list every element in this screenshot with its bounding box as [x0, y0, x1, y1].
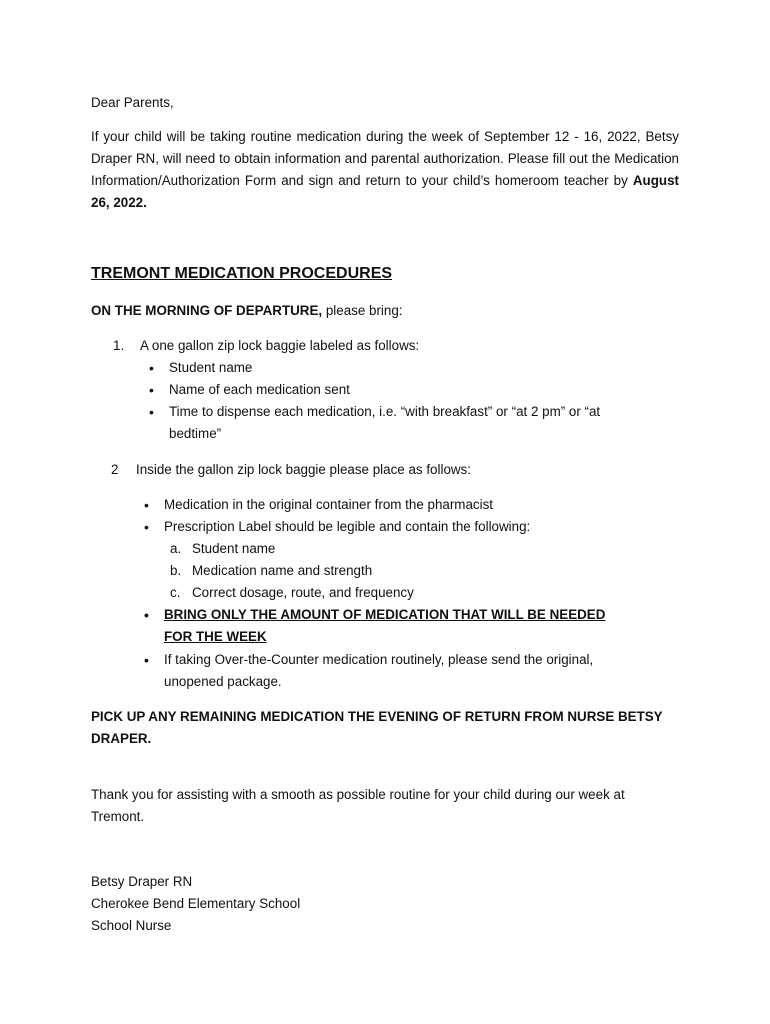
sub-text-a: Student name: [192, 541, 276, 556]
pickup-notice: PICK UP ANY REMAINING MEDICATION THE EVENING OF RETURN FROM NURSE BETSY: [91, 709, 663, 724]
otc-instruction-cont: unopened package.: [164, 674, 282, 689]
sub-letter-c: c.: [170, 585, 181, 600]
thanks-text-cont: Tremont.: [91, 809, 145, 824]
morning-rest: please bring:: [322, 303, 403, 318]
procedures-heading: TREMONT MEDICATION PROCEDURES: [91, 265, 393, 282]
item1-bullet-1: • Student name: [169, 360, 252, 375]
greeting: Dear Parents,: [91, 95, 174, 110]
item2-bullet-1: • Medication in the original container from the pharmacist: [164, 497, 493, 512]
otc-instruction: • If taking Over-the-Counter medication routinely, please send the original,: [164, 652, 593, 667]
morning-bold: ON THE MORNING OF DEPARTURE,: [91, 303, 323, 318]
sub-text-c: Correct dosage, route, and frequency: [192, 585, 414, 600]
bring-only-notice-cont: FOR THE WEEK: [164, 629, 267, 644]
intro-paragraph: [91, 126, 679, 214]
thanks-text: Thank you for assisting with a smooth as possible routine for your child during our week at: [91, 787, 625, 802]
item1-bullet-3-cont: bedtime”: [169, 426, 222, 441]
item2-number: 2: [111, 462, 119, 477]
signature-name: Betsy Draper RN: [91, 874, 193, 889]
bring-only-notice: • BRING ONLY THE AMOUNT OF MEDICATION THAT WILL BE NEEDED: [164, 607, 605, 622]
morning-instruction: [91, 303, 403, 318]
pickup-notice-cont: DRAPER.: [91, 731, 152, 746]
deadline-date: August 26, 2022.: [91, 173, 679, 210]
item2-bullet-2: • Prescription Label should be legible and contain the following:: [164, 519, 530, 534]
item1-bullet-2: • Name of each medication sent: [169, 382, 350, 397]
signature-title: School Nurse: [91, 918, 172, 933]
intro-text: If your child will be taking routine medication during the week of September 12 - 16, 2022, Betsy Draper RN, will need to obtain information and parental authorization. Please fill out the Medication Information/Authorization Form and sign and return to your child’s homeroom teacher by: [91, 129, 679, 188]
sub-letter-a: a.: [170, 541, 182, 556]
item1-number: 1.: [113, 338, 125, 353]
item1-bullet-3: • Time to dispense each medication, i.e. “with breakfast” or “at 2 pm” or “at: [169, 404, 600, 419]
sub-text-b: Medication name and strength: [192, 563, 373, 578]
signature-school: Cherokee Bend Elementary School: [91, 896, 301, 911]
sub-letter-b: b.: [170, 563, 182, 578]
item2-text: Inside the gallon zip lock baggie please place as follows:: [136, 462, 471, 477]
item1-text: A one gallon zip lock baggie labeled as follows:: [140, 338, 420, 353]
